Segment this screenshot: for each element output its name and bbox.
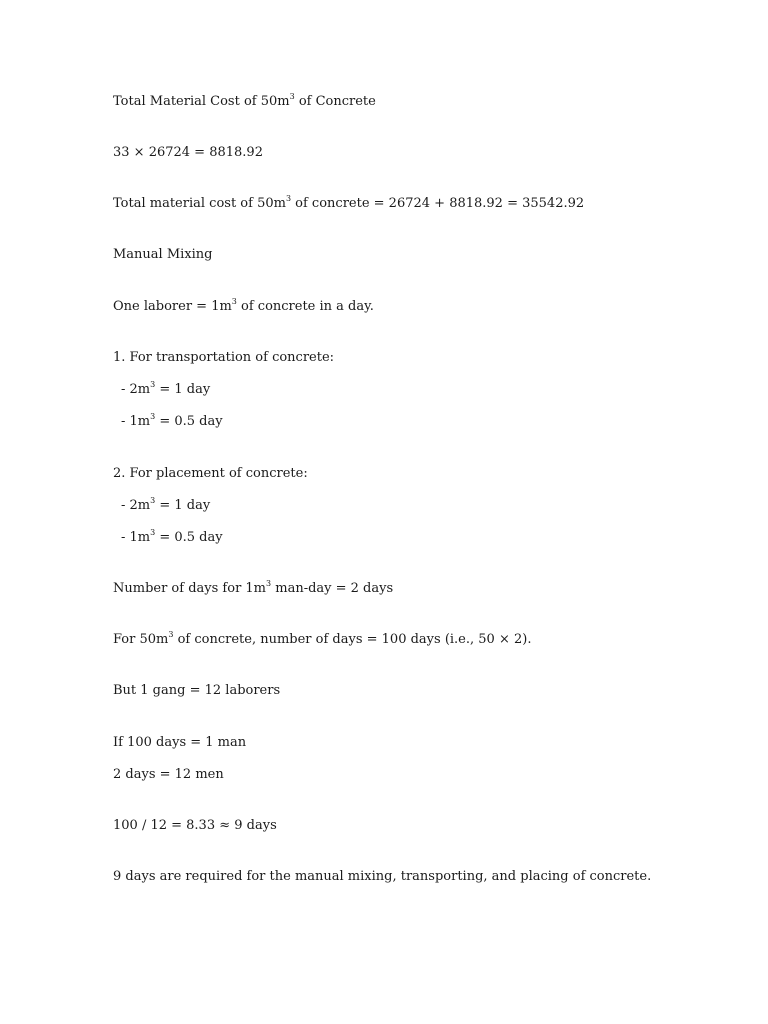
placement-heading: 2. For placement of concrete: [113,466,308,481]
transport-item [121,411,223,430]
fifty-cubic-text-end: of concrete, number of days = 100 days (i.e., 50 × 2). [173,632,532,647]
transport-item-superscript: 3 [150,379,156,389]
gang-line: But 1 gang = 12 laborers [113,683,281,698]
placement-item-text: - 1m [121,530,151,545]
laborer-text-end: of concrete in a day. [236,299,374,314]
title-text-end: of Concrete [294,94,376,109]
laborer-line [113,296,374,315]
transport-item [121,379,211,398]
laborer-text: One laborer = 1m [113,299,232,314]
total-cost-text-end: of concrete = 26724 + 8818.92 = 35542.92 [291,196,585,211]
laborer-superscript: 3 [231,296,237,306]
total-cost-text: Total material cost of 50m [113,196,286,211]
placement-item-superscript: 3 [150,527,156,537]
transport-item-superscript: 3 [150,411,156,421]
placement-item [121,495,211,514]
days-text: Number of days for 1m [113,581,267,596]
transport-item-text: - 1m [121,414,151,429]
fifty-cubic-superscript: 3 [168,629,174,639]
transport-heading: 1. For transportation of concrete: [113,350,335,365]
title-superscript: 3 [289,91,295,101]
fifty-cubic-line [113,629,532,648]
days-superscript: 3 [266,578,272,588]
total-cost-line [113,193,585,212]
division-line: 100 / 12 = 8.33 ≈ 9 days [113,818,277,833]
transport-item-text-end: = 1 day [155,382,211,397]
placement-item-superscript: 3 [150,495,156,505]
placement-item [121,527,223,546]
if-line: If 100 days = 1 man [113,735,247,750]
title-text: Total Material Cost of 50m [113,94,290,109]
calc-line: 33 × 26724 = 8818.92 [113,145,263,160]
total-cost-superscript: 3 [285,193,292,203]
conclusion-line: 9 days are required for the manual mixing, transporting, and placing of concrete. [113,869,652,884]
section-title [113,91,376,110]
fifty-cubic-text: For 50m [113,632,169,647]
days-line [113,578,394,597]
placement-item-text: - 2m [121,498,151,513]
placement-item-text-end: = 1 day [155,498,211,513]
placement-item-text-end: = 0.5 day [155,530,223,545]
manual-mixing-heading: Manual Mixing [113,247,213,262]
men-line: 2 days = 12 men [113,767,224,782]
transport-item-text-end: = 0.5 day [155,414,223,429]
days-text-end: man-day = 2 days [271,581,394,596]
transport-item-text: - 2m [121,382,151,397]
